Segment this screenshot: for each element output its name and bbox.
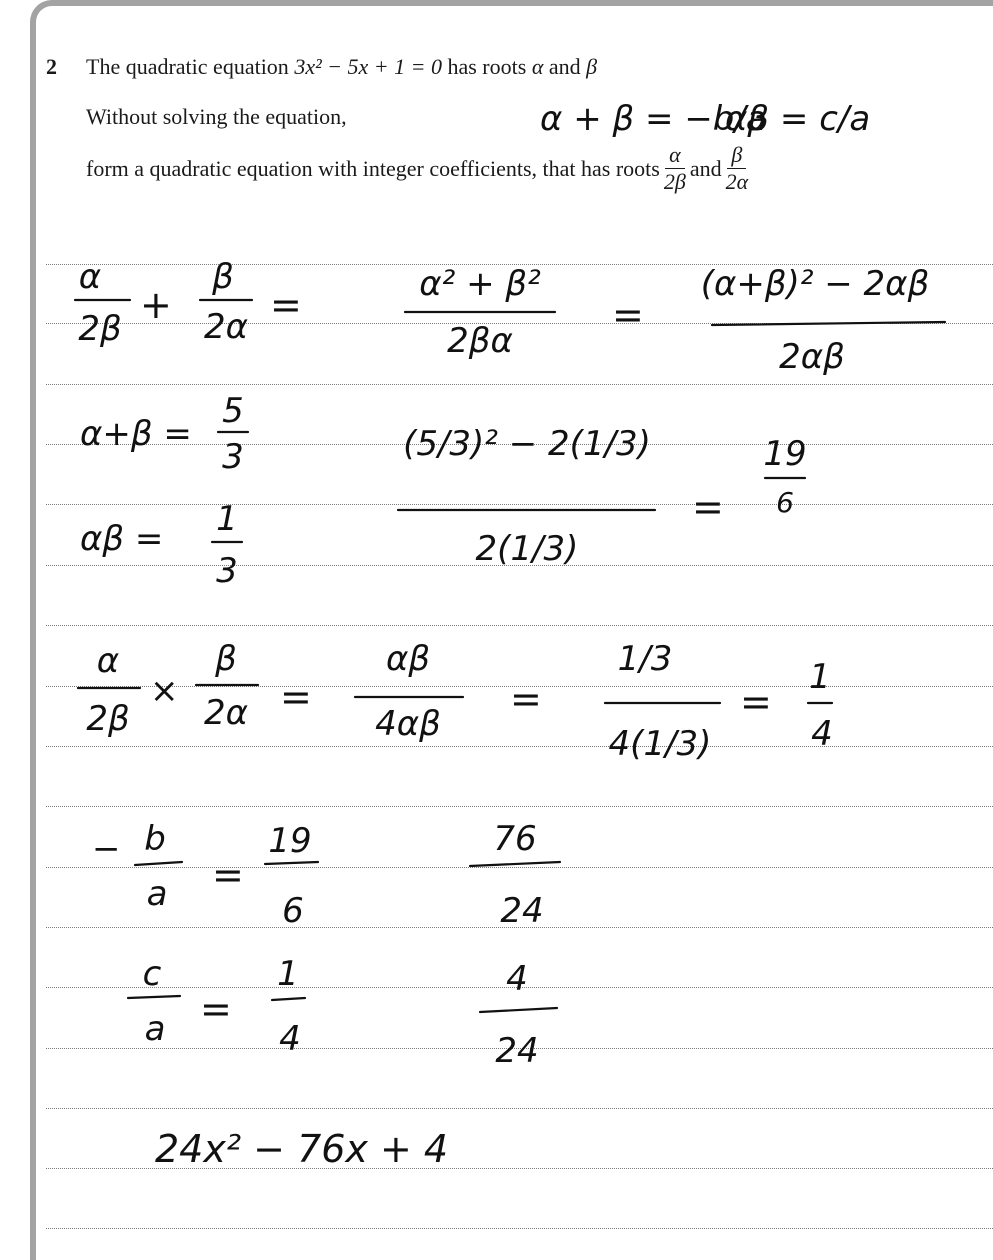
- substitution-num: (5/3)² − 2(1/3): [403, 424, 651, 464]
- c-value-num: 1: [277, 954, 299, 994]
- sum-frac2-num: β: [212, 257, 234, 297]
- prod-result-den: 4: [811, 714, 833, 754]
- c-converted-num: 4: [506, 959, 528, 999]
- prod-frac1-num: α: [96, 641, 120, 681]
- root-fraction-1: $\frac{\alpha}{2\beta}$: [663, 142, 686, 194]
- note-product-of-roots: αβ = c/a: [725, 99, 871, 139]
- c-over-a-den: a: [144, 1009, 166, 1049]
- equals-sign: =: [200, 987, 232, 1031]
- fraction-bar: [712, 322, 945, 325]
- root-fraction-2: $\frac{\beta}{2\alpha}$: [725, 142, 749, 194]
- b-converted-den: 24: [500, 891, 544, 931]
- prod-frac2-num: β: [215, 639, 237, 679]
- sum-frac3-den: 2βα: [447, 321, 513, 361]
- sum-result-num: 19: [763, 434, 807, 474]
- equals-sign: =: [692, 485, 724, 529]
- b-over-a-num: b: [144, 819, 166, 859]
- sum-value-num: 5: [222, 391, 244, 431]
- final-answer: 24x² − 76x + 4: [155, 1127, 449, 1171]
- sum-frac3-num: α² + β²: [419, 264, 541, 304]
- equals-sign: =: [280, 675, 312, 719]
- fraction-bar: [135, 862, 182, 865]
- product-value-num: 1: [216, 499, 238, 539]
- equals-sign: =: [612, 293, 644, 337]
- prod-frac1-den: 2β: [86, 699, 130, 739]
- fraction-bar: [265, 862, 318, 864]
- equation: 3x² − 5x + 1 = 0: [294, 54, 442, 79]
- task-text: form a quadratic equation with integer coefficients, that has roots: [86, 155, 660, 181]
- and-text-2: and: [689, 155, 722, 181]
- instruction-text: Without solving the equation,: [86, 104, 347, 129]
- fraction-bar: [480, 1008, 557, 1012]
- c-converted-den: 24: [495, 1031, 539, 1071]
- sum-frac2-den: 2α: [203, 307, 249, 347]
- sum-frac4-den: 2αβ: [779, 337, 845, 377]
- plus-sign: +: [140, 283, 172, 327]
- b-value-num: 19: [268, 821, 312, 861]
- fraction-bar: [128, 996, 180, 998]
- and-text: and: [548, 54, 581, 79]
- prod-result-num: 1: [809, 657, 831, 697]
- substitution-den: 2(1/3): [475, 529, 579, 569]
- sum-result-den: 6: [776, 486, 794, 519]
- prod-frac4-num: 1/3: [617, 639, 673, 679]
- sum-frac1-num: α: [78, 257, 102, 297]
- roots-text: has roots: [447, 54, 527, 79]
- product-value-den: 3: [216, 551, 238, 591]
- sum-frac1-den: 2β: [78, 309, 122, 349]
- b-value-den: 6: [282, 891, 304, 931]
- alpha-symbol: α: [531, 54, 544, 79]
- sum-frac4-num: (α+β)² − 2αβ: [700, 264, 930, 304]
- c-value-den: 4: [279, 1019, 301, 1059]
- prod-frac4-den: 4(1/3): [608, 724, 712, 764]
- prod-frac3-den: 4αβ: [375, 704, 441, 744]
- note-sum-of-roots: α + β = −b/a: [540, 99, 767, 139]
- sum-label: α+β =: [80, 414, 192, 454]
- fraction-bar: [272, 998, 305, 1000]
- product-label: αβ =: [80, 519, 164, 559]
- minus-sign: −: [92, 829, 121, 869]
- equals-sign: =: [510, 677, 542, 721]
- beta-symbol: β: [586, 54, 598, 79]
- sum-value-den: 3: [222, 437, 244, 477]
- b-converted-num: 76: [493, 819, 537, 859]
- equals-sign: =: [212, 853, 244, 897]
- equals-sign: =: [740, 680, 772, 724]
- equals-sign: =: [270, 283, 302, 327]
- times-sign: ×: [150, 671, 179, 711]
- b-over-a-den: a: [146, 874, 168, 914]
- prod-frac3-num: αβ: [385, 639, 431, 679]
- question-number: 2: [46, 54, 57, 79]
- question-text: The quadratic equation: [86, 54, 289, 79]
- c-over-a-num: c: [142, 954, 162, 994]
- prod-frac2-den: 2α: [203, 693, 249, 733]
- fraction-bar: [470, 862, 560, 866]
